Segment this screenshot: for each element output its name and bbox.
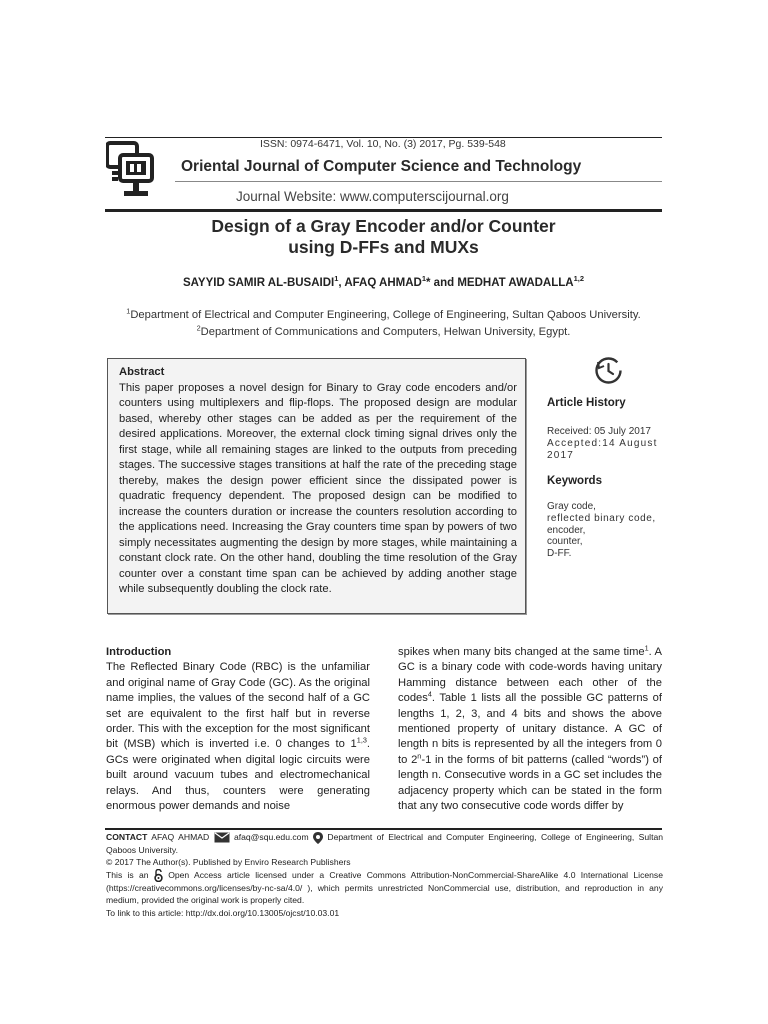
location-pin-icon <box>313 832 323 844</box>
keyword-item: Gray code, <box>547 501 596 512</box>
author-separator: , <box>338 277 345 289</box>
contact-address: Department of Electrical and Computer Engineering, College of Engineering, Sultan Qaboos University. <box>106 832 664 855</box>
license-prefix: This is an <box>106 869 149 880</box>
contact-label: CONTACT <box>106 832 148 842</box>
author-1-affil: 1 <box>334 274 339 284</box>
abstract-text: This paper proposes a novel design for Binary to Gray code encoders and/or counters using multiplexers and flip-flops. The proposed design are modular based, whereby other stages can be added as per the requirement of the desired applications. Moreover, the external clock timing signal drives only the first stage, while all remaining stages are linked to the outputs from preceding stages. The successive stages transitions at half the rate of the preceding stage thereby, makes the design power efficient since the dissipated power is quadratic frequency dependent. The proposed design can be modified to increase the counters duration or increase the counters resolution according to the applications need. Increasing the Gray counters time span by powers of two simply necessitates augmenting the design by more stages, while maintaining a constant clock rate. On the other hand, doubling the time resolution of the Gray counter over a constant time span can be achieved by adding another stage while subsequently doubling the clock rate. <box>119 381 517 595</box>
body-text: spikes when many bits changed at the same time <box>398 646 645 658</box>
article-history-dates <box>547 426 665 461</box>
body-paragraph <box>106 660 370 814</box>
envelope-icon <box>214 832 230 843</box>
author-2: AFAQ AHMAD <box>344 277 422 289</box>
affiliations <box>105 307 662 340</box>
open-access-lock-icon <box>154 869 163 882</box>
citation-ref: 1 <box>644 643 649 653</box>
paper-title-line1: Design of a Gray Encoder and/or Counter <box>211 216 556 236</box>
author-2-mark: * and <box>426 277 458 289</box>
computer-monitor-logo-icon <box>106 141 161 205</box>
keywords-heading: Keywords <box>547 475 602 487</box>
doi-link-line[interactable]: To link to this article: http://dx.doi.org/10.13005/ojcst/10.03.01 <box>106 907 340 918</box>
paper-title <box>105 216 662 258</box>
body-text: . A GC is a binary code with code-words having unitary Hamming distance between each other of the codes <box>398 646 663 705</box>
keyword-item: D-FF. <box>547 548 572 560</box>
author-3-affil: 1,2 <box>573 274 584 284</box>
body-paragraph <box>398 645 662 814</box>
contact-name: AFAQ AHMAD <box>151 832 210 842</box>
top-rule <box>105 137 662 138</box>
author-1: SAYYID SAMIR AL-BUSAIDI <box>183 277 335 289</box>
affiliation-1-text: Department of Electrical and Computer Engineering, College of Engineering, Sultan Qaboos University. <box>130 309 641 321</box>
citation-ref: 4 <box>427 689 432 699</box>
abstract-content <box>119 365 517 598</box>
author-2-affil: 1 <box>421 274 427 284</box>
author-list <box>105 274 662 289</box>
affiliation-1-mark: 1 <box>126 306 131 316</box>
journal-subrule <box>175 181 662 182</box>
license-line <box>106 869 663 907</box>
affiliation-2 <box>105 324 662 341</box>
footer-notes <box>106 831 663 919</box>
paper-title-line2: using D-FFs and MUXs <box>288 237 479 257</box>
body-text: . Table 1 lists all the possible GC patterns of lengths 1, 2, 3, and 4 bits and shows the above mentioned property of unitary distance. A GC of length n bits is represented by all the integers from 0 to 2 <box>398 692 662 766</box>
keywords-list <box>547 501 665 560</box>
body-text: The Reflected Binary Code (RBC) is the unfamiliar and original name of Gray Code (GC). As the original name implies, the values of the second half of a GC set are equivalent to the first half but in reverse order. This with the exception for the most significant bit (MSB) which is inverted i.e. 0 changes to 1 <box>106 661 370 751</box>
license-text: Open Access article licensed under a Creative Commons Attribution-NonCommercial-ShareAlike 4.0 International License (https://creativecommons.org/licenses/by-nc-sa/4.0/ ), which permits unrestricted NonCommercial use, distribution, and reproduction in any medium, provided the original work is properly cited. <box>106 869 663 906</box>
body-text: -1 in the forms of bit patterns (called “words”) of length n. Consecutive words in a GC set includes the adjacency property which can be stated in the form that any two consecutive code words differ by <box>398 753 662 813</box>
author-3: MEDHAT AWADALLA <box>457 277 574 289</box>
article-history-heading: Article History <box>547 397 626 409</box>
abstract-box <box>107 358 526 614</box>
journal-title: Oriental Journal of Computer Science and Technology <box>181 158 582 175</box>
affiliation-1 <box>105 307 662 324</box>
affiliation-2-mark: 2 <box>196 322 201 332</box>
received-date: Received: 05 July 2017 <box>547 426 651 437</box>
contact-line <box>106 831 663 856</box>
contact-email[interactable]: afaq@squ.edu.com <box>233 832 309 842</box>
journal-website: Journal Website: www.computerscijournal.org <box>236 189 509 204</box>
copyright-line: © 2017 The Author(s). Published by Enviro Research Publishers <box>106 857 351 868</box>
keyword-item: encoder, <box>547 524 586 536</box>
citation-ref: 1,3 <box>356 735 367 745</box>
affiliation-2-text: Department of Communications and Computers, Helwan University, Egypt. <box>200 325 571 338</box>
issn-line: ISSN: 0974-6471, Vol. 10, No. (3) 2017, Pg. 539-548 <box>260 138 506 150</box>
keyword-item: reflected binary code, <box>547 512 656 524</box>
header-bottom-rule <box>105 209 662 212</box>
abstract-heading: Abstract <box>119 366 165 378</box>
body-column-right <box>398 645 662 814</box>
accepted-date: Accepted:14 August 2017 <box>547 437 658 461</box>
introduction-heading: Introduction <box>106 646 172 658</box>
body-column-left <box>106 645 370 814</box>
footer-rule <box>105 828 662 830</box>
history-clock-icon <box>594 356 623 385</box>
body-text: . GCs were originated when digital logic circuits were built around vacuum tubes and electromechanical relays. And thus, counters were generating enormous power demands and noise <box>106 738 370 813</box>
keyword-item: counter, <box>547 536 583 548</box>
exponent: n <box>417 751 422 761</box>
